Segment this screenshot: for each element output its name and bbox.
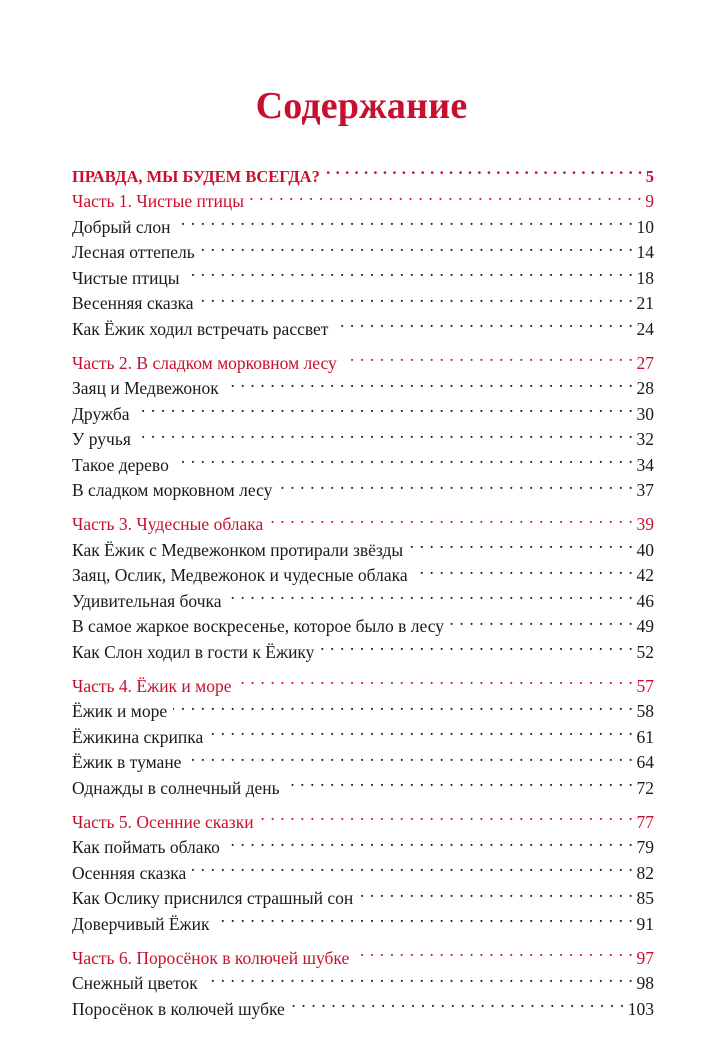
toc-entry-page: 79 xyxy=(636,837,654,857)
dot-leader xyxy=(269,505,633,531)
toc-entry-title: Добрый слон xyxy=(72,216,171,237)
toc-entry-page: 34 xyxy=(636,454,654,475)
dot-leader xyxy=(136,394,634,420)
dot-leader xyxy=(260,802,634,828)
toc-entry-title: Часть 1. Чистые птицы xyxy=(72,191,244,211)
toc-entry-page: 9 xyxy=(645,191,654,211)
toc-entry-page: 49 xyxy=(636,616,654,636)
toc-entry-page: 10 xyxy=(636,216,654,237)
dot-leader xyxy=(355,938,633,964)
dot-leader xyxy=(291,989,625,1015)
toc-part-4 xyxy=(72,666,654,696)
toc-entry-page: 97 xyxy=(636,947,654,968)
toc-entry-page: 24 xyxy=(636,318,654,339)
toc-entry-title: Заяц, Ослик, Медвежонок и чудесные облака xyxy=(72,565,408,585)
toc-entry-page: 98 xyxy=(636,973,654,993)
dot-leader xyxy=(187,743,633,769)
toc-entry-page: 14 xyxy=(636,242,654,262)
dot-leader xyxy=(200,284,634,310)
toc-entry-title: Часть 2. В сладком морковном лесу xyxy=(72,352,337,373)
toc-entry-title: Удивительная бочка xyxy=(72,590,222,611)
toc-entry-title: У ручья xyxy=(72,429,131,449)
toc-entry-page: 103 xyxy=(627,998,654,1019)
toc-entry-title: Доверчивый Ёжик xyxy=(72,913,210,934)
toc-entry-intro xyxy=(72,156,654,186)
dot-leader xyxy=(175,445,634,471)
toc-entry-title: Как Ёжик ходил встречать рассвет xyxy=(72,318,329,339)
toc-entry-title: Ёжик в тумане xyxy=(72,752,182,772)
toc-entry-page: 21 xyxy=(636,293,654,313)
toc-entry-page: 18 xyxy=(636,267,654,288)
toc-entry-title: Как поймать облако xyxy=(72,837,220,857)
dot-leader xyxy=(201,233,634,259)
toc-entry-title: Часть 4. Ёжик и море xyxy=(72,675,232,696)
dot-leader xyxy=(414,556,634,582)
toc-entry-page: 46 xyxy=(636,590,654,611)
dot-leader xyxy=(409,530,633,556)
dot-leader xyxy=(176,207,633,233)
dot-leader xyxy=(228,581,634,607)
toc-entry-page: 85 xyxy=(636,888,654,908)
toc-entry-title: Часть 6. Поросёнок в колючей шубке xyxy=(72,947,350,968)
dot-leader xyxy=(326,156,643,182)
toc-entry-page: 32 xyxy=(636,429,654,449)
page-title: Содержание xyxy=(255,85,468,127)
toc-entry-title: Поросёнок в колючей шубке xyxy=(72,998,285,1019)
toc-part-6 xyxy=(72,938,654,968)
dot-leader xyxy=(204,964,634,990)
toc-entry-title: Весенняя сказка xyxy=(72,293,194,313)
dot-leader xyxy=(209,717,633,743)
toc-entry-page: 39 xyxy=(636,514,654,534)
dot-leader xyxy=(216,904,634,930)
toc-entry-page: 40 xyxy=(636,539,654,560)
dot-leader xyxy=(192,853,633,879)
toc-entry-page: 61 xyxy=(636,726,654,747)
toc-entry-title: Чистые птицы xyxy=(72,267,180,288)
toc-entry-title: Как Слон ходил в гости к Ёжику xyxy=(72,641,315,662)
toc-entry-title: Ёжик и море xyxy=(72,701,168,721)
dot-leader xyxy=(137,420,634,446)
toc-entry-page: 82 xyxy=(636,862,654,883)
toc-entry xyxy=(72,445,654,475)
dot-leader xyxy=(334,309,633,335)
toc-entry-title: Заяц и Медвежонок xyxy=(72,378,219,398)
toc-entry-page: 37 xyxy=(636,480,654,500)
toc-entry-title: Как Ослику приснился страшный сон xyxy=(72,888,354,908)
table-of-contents xyxy=(72,156,654,1019)
dot-leader xyxy=(173,692,633,718)
dot-leader xyxy=(186,258,634,284)
toc-entry xyxy=(72,394,654,424)
toc-entry-page: 72 xyxy=(636,777,654,798)
toc-entry-title: Часть 5. Осенние сказки xyxy=(72,811,254,832)
toc-entry-page: 77 xyxy=(636,811,654,832)
dot-leader xyxy=(226,828,634,854)
toc-entry-title: Снежный цветок xyxy=(72,973,198,993)
dot-leader xyxy=(250,182,642,208)
dot-leader xyxy=(450,607,633,633)
toc-entry-title: Как Ёжик с Медвежонком протирали звёзды xyxy=(72,539,404,560)
toc-entry-title: Дружба xyxy=(72,403,130,424)
toc-entry-title: Такое дерево xyxy=(72,454,169,475)
toc-entry-title: В сладком морковном лесу xyxy=(72,480,273,500)
toc-part-3 xyxy=(72,505,654,534)
dot-leader xyxy=(238,666,634,692)
toc-entry-title: Осенняя сказка xyxy=(72,862,187,883)
toc-entry-page: 5 xyxy=(645,166,654,186)
toc-entry-title: Однажды в солнечный день xyxy=(72,777,280,798)
dot-leader xyxy=(286,768,634,794)
toc-entry-title: Ёжикина скрипка xyxy=(72,726,204,747)
toc-entry-page: 52 xyxy=(636,641,654,662)
toc-entry-page: 27 xyxy=(636,352,654,373)
toc-entry-page: 30 xyxy=(636,403,654,424)
dot-leader xyxy=(359,879,633,905)
toc-entry-page: 91 xyxy=(636,913,654,934)
toc-entry-title: В самое жаркое воскресенье, которое было в лесу xyxy=(72,616,445,636)
toc-entry-page: 58 xyxy=(636,701,654,721)
dot-leader xyxy=(225,369,634,395)
toc-entry xyxy=(72,420,654,449)
toc-entry-title: Часть 3. Чудесные облака xyxy=(72,514,264,534)
dot-leader xyxy=(343,343,634,369)
toc-entry-page: 64 xyxy=(636,752,654,772)
toc-part-5 xyxy=(72,802,654,832)
toc-entry-title: Лесная оттепель xyxy=(72,242,195,262)
toc-entry-title: ПРАВДА, МЫ БУДЕМ ВСЕГДА? xyxy=(72,166,320,186)
dot-leader xyxy=(320,632,633,658)
toc-entry-page: 28 xyxy=(636,378,654,398)
toc-entry-page: 57 xyxy=(636,675,654,696)
toc-entry-page: 42 xyxy=(636,565,654,585)
dot-leader xyxy=(278,471,633,497)
toc-part-2 xyxy=(72,343,654,373)
